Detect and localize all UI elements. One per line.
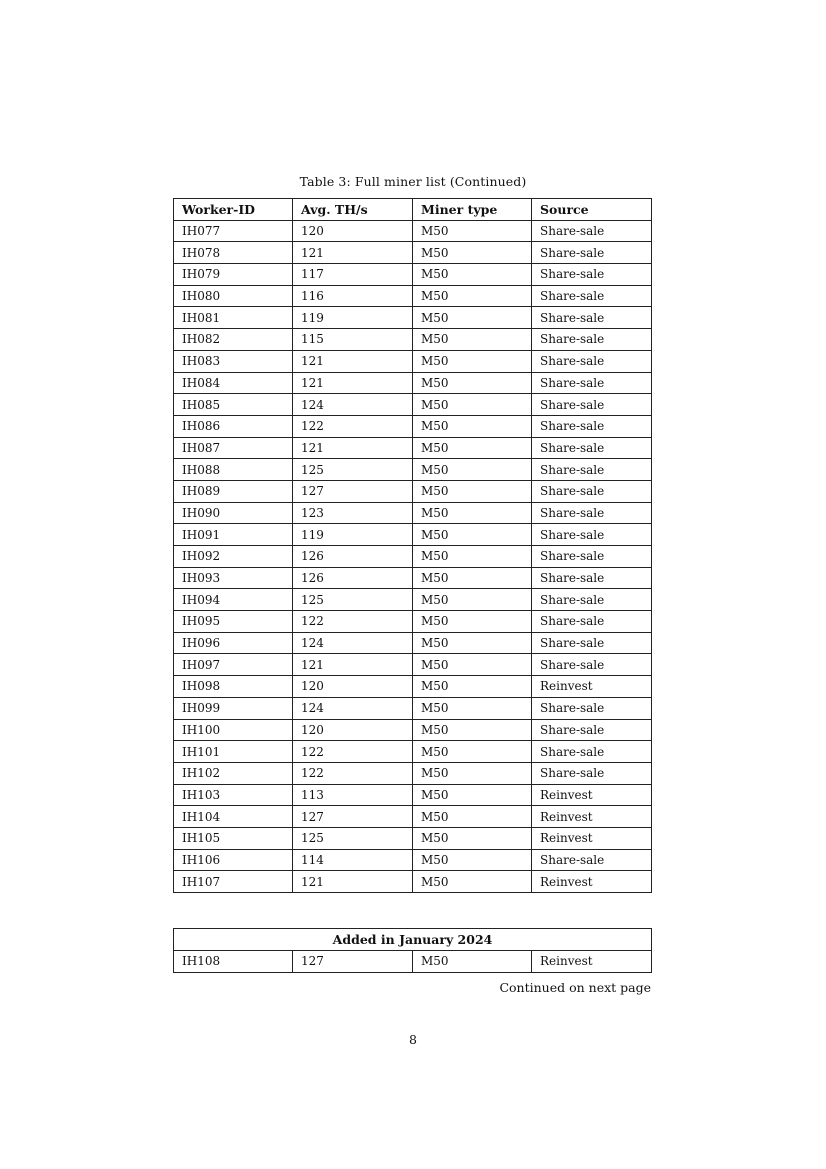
cell-source: Share-sale [532,849,652,871]
cell-source: Share-sale [532,762,652,784]
cell-miner-type: M50 [413,415,532,437]
cell-worker-id: IH081 [174,307,293,329]
cell-miner-type: M50 [413,849,532,871]
cell-worker-id: IH078 [174,242,293,264]
cell-miner-type: M50 [413,502,532,524]
cell-avg-ths: 115 [293,329,413,351]
cell-avg-ths: 116 [293,285,413,307]
cell-source: Share-sale [532,719,652,741]
cell-miner-type: M50 [413,951,532,973]
cell-source: Share-sale [532,611,652,633]
cell-source: Share-sale [532,350,652,372]
cell-miner-type: M50 [413,632,532,654]
cell-source: Share-sale [532,415,652,437]
table-header-row [174,199,652,221]
cell-avg-ths: 121 [293,242,413,264]
header-miner-type: Miner type [413,199,532,221]
cell-source: Share-sale [532,394,652,416]
cell-source: Share-sale [532,589,652,611]
cell-worker-id: IH102 [174,762,293,784]
cell-miner-type: M50 [413,676,532,698]
cell-avg-ths: 125 [293,827,413,849]
cell-worker-id: IH108 [174,951,293,973]
table-row [174,741,652,763]
cell-source: Share-sale [532,220,652,242]
cell-avg-ths: 122 [293,762,413,784]
cell-worker-id: IH077 [174,220,293,242]
table-row [174,676,652,698]
table-row [174,697,652,719]
section-title: Added in January 2024 [174,929,652,951]
cell-miner-type: M50 [413,567,532,589]
cell-miner-type: M50 [413,285,532,307]
cell-miner-type: M50 [413,220,532,242]
cell-avg-ths: 126 [293,546,413,568]
cell-worker-id: IH097 [174,654,293,676]
cell-avg-ths: 127 [293,951,413,973]
table-row [174,394,652,416]
cell-source: Share-sale [532,437,652,459]
cell-avg-ths: 123 [293,502,413,524]
cell-worker-id: IH093 [174,567,293,589]
table-row [174,654,652,676]
cell-source: Share-sale [532,567,652,589]
cell-worker-id: IH083 [174,350,293,372]
table-caption: Table 3: Full miner list (Continued) [299,174,527,189]
cell-worker-id: IH107 [174,871,293,893]
cell-miner-type: M50 [413,719,532,741]
cell-source: Share-sale [532,480,652,502]
cell-avg-ths: 127 [293,480,413,502]
table-row [174,524,652,546]
cell-worker-id: IH099 [174,697,293,719]
cell-avg-ths: 126 [293,567,413,589]
cell-source: Share-sale [532,524,652,546]
cell-miner-type: M50 [413,329,532,351]
table-row [174,437,652,459]
cell-source: Share-sale [532,741,652,763]
cell-source: Share-sale [532,459,652,481]
cell-worker-id: IH096 [174,632,293,654]
continued-note: Continued on next page [499,980,651,995]
cell-source: Reinvest [532,676,652,698]
cell-source: Share-sale [532,632,652,654]
header-avg-ths: Avg. TH/s [293,199,413,221]
cell-miner-type: M50 [413,784,532,806]
cell-source: Share-sale [532,307,652,329]
cell-source: Share-sale [532,372,652,394]
cell-avg-ths: 125 [293,589,413,611]
cell-miner-type: M50 [413,741,532,763]
cell-miner-type: M50 [413,611,532,633]
table-row [174,784,652,806]
cell-worker-id: IH080 [174,285,293,307]
table-row [174,827,652,849]
cell-miner-type: M50 [413,524,532,546]
table-row [174,480,652,502]
cell-worker-id: IH087 [174,437,293,459]
cell-avg-ths: 125 [293,459,413,481]
section-table [173,928,652,973]
cell-worker-id: IH104 [174,806,293,828]
cell-avg-ths: 119 [293,307,413,329]
cell-worker-id: IH088 [174,459,293,481]
cell-source: Reinvest [532,784,652,806]
cell-worker-id: IH094 [174,589,293,611]
cell-miner-type: M50 [413,307,532,329]
table-row [174,459,652,481]
cell-avg-ths: 121 [293,350,413,372]
cell-avg-ths: 124 [293,394,413,416]
table-row [174,849,652,871]
cell-miner-type: M50 [413,264,532,286]
cell-source: Reinvest [532,871,652,893]
cell-avg-ths: 121 [293,437,413,459]
cell-worker-id: IH106 [174,849,293,871]
cell-miner-type: M50 [413,546,532,568]
table-row [174,871,652,893]
cell-miner-type: M50 [413,394,532,416]
table-row [174,242,652,264]
cell-worker-id: IH085 [174,394,293,416]
cell-worker-id: IH091 [174,524,293,546]
cell-worker-id: IH086 [174,415,293,437]
table-row [174,350,652,372]
cell-source: Share-sale [532,546,652,568]
cell-miner-type: M50 [413,806,532,828]
cell-miner-type: M50 [413,589,532,611]
cell-worker-id: IH098 [174,676,293,698]
cell-avg-ths: 114 [293,849,413,871]
cell-avg-ths: 121 [293,372,413,394]
cell-source: Share-sale [532,329,652,351]
cell-avg-ths: 120 [293,719,413,741]
table-row [174,329,652,351]
table-row [174,307,652,329]
cell-avg-ths: 121 [293,654,413,676]
cell-source: Share-sale [532,264,652,286]
cell-avg-ths: 122 [293,415,413,437]
cell-source: Reinvest [532,951,652,973]
cell-miner-type: M50 [413,480,532,502]
table-row [174,285,652,307]
cell-miner-type: M50 [413,827,532,849]
cell-miner-type: M50 [413,871,532,893]
cell-avg-ths: 122 [293,611,413,633]
cell-worker-id: IH105 [174,827,293,849]
cell-source: Share-sale [532,242,652,264]
cell-avg-ths: 113 [293,784,413,806]
cell-miner-type: M50 [413,654,532,676]
miner-table [173,198,652,893]
table-row [174,611,652,633]
cell-miner-type: M50 [413,437,532,459]
cell-worker-id: IH082 [174,329,293,351]
header-worker-id: Worker-ID [174,199,293,221]
table-row [174,632,652,654]
table-row [174,546,652,568]
cell-worker-id: IH101 [174,741,293,763]
cell-avg-ths: 124 [293,697,413,719]
table-row [174,220,652,242]
cell-worker-id: IH100 [174,719,293,741]
section-header-row [174,929,652,951]
cell-miner-type: M50 [413,762,532,784]
table-row [174,806,652,828]
cell-miner-type: M50 [413,350,532,372]
cell-avg-ths: 121 [293,871,413,893]
cell-miner-type: M50 [413,242,532,264]
page-number: 8 [409,1032,417,1047]
cell-worker-id: IH079 [174,264,293,286]
cell-miner-type: M50 [413,697,532,719]
cell-avg-ths: 124 [293,632,413,654]
table-row [174,502,652,524]
table-row [174,415,652,437]
cell-worker-id: IH090 [174,502,293,524]
cell-avg-ths: 120 [293,220,413,242]
cell-avg-ths: 119 [293,524,413,546]
cell-avg-ths: 117 [293,264,413,286]
cell-miner-type: M50 [413,459,532,481]
cell-source: Share-sale [532,502,652,524]
cell-source: Share-sale [532,285,652,307]
table-row [174,589,652,611]
cell-avg-ths: 127 [293,806,413,828]
table-row [174,264,652,286]
cell-source: Share-sale [532,654,652,676]
cell-worker-id: IH084 [174,372,293,394]
cell-avg-ths: 122 [293,741,413,763]
cell-source: Reinvest [532,827,652,849]
table-row [174,372,652,394]
table-row [174,719,652,741]
table-row [174,567,652,589]
header-source: Source [532,199,652,221]
cell-worker-id: IH089 [174,480,293,502]
cell-worker-id: IH095 [174,611,293,633]
cell-source: Reinvest [532,806,652,828]
cell-worker-id: IH092 [174,546,293,568]
table-row [174,951,652,973]
cell-source: Share-sale [532,697,652,719]
cell-worker-id: IH103 [174,784,293,806]
table-row [174,762,652,784]
cell-miner-type: M50 [413,372,532,394]
cell-avg-ths: 120 [293,676,413,698]
